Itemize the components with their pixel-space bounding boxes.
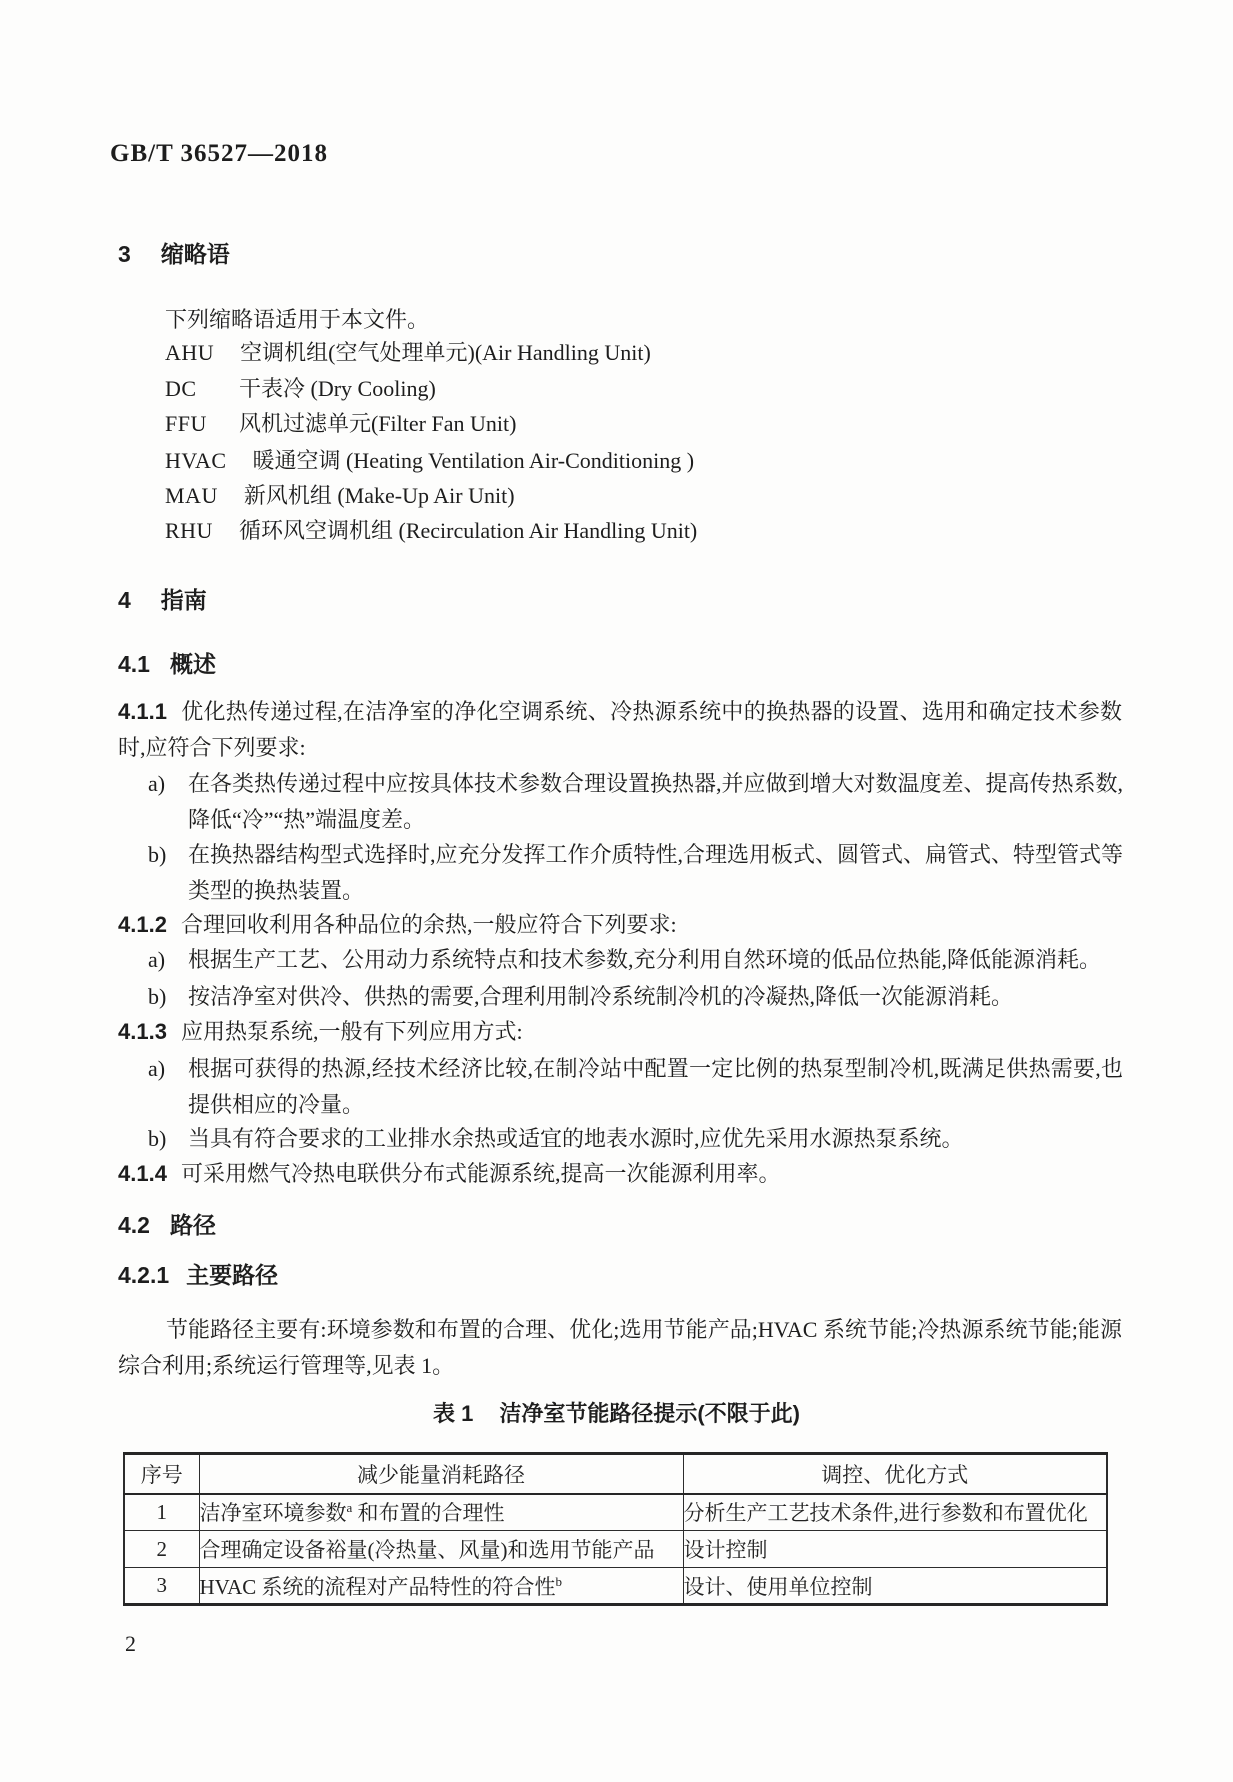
table-row: [124, 1494, 1107, 1531]
section-4-1-heading: [118, 646, 216, 679]
abbreviation-term: HVAC: [165, 448, 227, 473]
table-row: [124, 1568, 1107, 1605]
clause-number: 4.1.4: [118, 1161, 167, 1186]
section-4-title: 指南: [160, 587, 207, 613]
section-4-1-number: 4.1: [118, 651, 150, 677]
section-3-title: 缩略语: [160, 241, 230, 267]
cell-method: 设计控制: [683, 1531, 1107, 1568]
section-4-2-1-number: 4.2.1: [118, 1262, 170, 1288]
section-4-2-number: 4.2: [118, 1212, 150, 1238]
abbreviation-term: FFU: [165, 411, 207, 436]
cell-method: 分析生产工艺技术条件,进行参数和布置优化: [683, 1494, 1107, 1531]
abbreviation-term: RHU: [165, 518, 213, 543]
clause-4-1-2-item-b: [148, 979, 1123, 1015]
list-item-text: 按洁净室对供冷、供热的需要,合理利用制冷系统制冷机的冷凝热,降低一次能源消耗。: [188, 984, 1014, 1009]
list-item-text: 根据生产工艺、公用动力系统特点和技术参数,充分利用自然环境的低品位热能,降低能源消耗。: [188, 947, 1102, 972]
abbreviation-definition: 空调机组(空气处理单元)(Air Handling Unit): [240, 340, 651, 365]
clause-4-1-1-item-a: [148, 766, 1123, 837]
cell-method: 设计、使用单位控制: [683, 1568, 1107, 1605]
abbreviation-term: MAU: [165, 483, 218, 508]
cell-no: 3: [124, 1568, 199, 1605]
abbreviation-item: [165, 514, 697, 545]
clause-4-1-3: [118, 1014, 1122, 1050]
abbreviation-definition: 循环风空调机组 (Recirculation Air Handling Unit): [239, 518, 698, 543]
table-1: [123, 1452, 1108, 1606]
list-item-label: a): [148, 1056, 166, 1081]
list-item-text: 在各类热传递过程中应按具体技术参数合理设置换热器,并应做到增大对数温度差、提高传热系数,降低“冷”“热”端温度差。: [188, 771, 1124, 832]
abbreviation-item: [165, 372, 436, 403]
clause-4-1-2-item-a: [148, 942, 1123, 978]
table-row: [124, 1531, 1107, 1568]
section-4-2-title: 路径: [169, 1212, 216, 1238]
section-3-heading: [118, 236, 230, 269]
section-4-2-1-heading: [118, 1257, 278, 1290]
col-header-path: 减少能量消耗路径: [199, 1454, 683, 1494]
cell-path: [199, 1531, 683, 1568]
cell-path: [199, 1494, 683, 1531]
abbreviation-definition: 风机过滤单元(Filter Fan Unit): [239, 411, 517, 436]
list-item-text: 当具有符合要求的工业排水余热或适宜的地表水源时,应优先采用水源热泵系统。: [188, 1126, 964, 1151]
section-4-2-1-title: 主要路径: [186, 1262, 279, 1288]
table-caption-title: 洁净室节能路径提示(不限于此): [499, 1401, 800, 1426]
list-item-label: a): [148, 771, 166, 796]
abbreviation-item: [165, 479, 515, 510]
list-item-label: b): [148, 1126, 167, 1151]
list-item-text: 根据可获得的热源,经技术经济比较,在制冷站中配置一定比例的热泵型制冷机,既满足供热需要,也提供相应的冷量。: [188, 1056, 1123, 1117]
abbreviation-definition: 干表冷 (Dry Cooling): [239, 376, 436, 401]
clause-text: 应用热泵系统,一般有下列应用方式:: [180, 1019, 523, 1044]
doc-code: GB/T 36527—2018: [110, 140, 329, 167]
clause-4-1-2: [118, 907, 1122, 943]
abbreviation-intro: 下列缩略语适用于本文件。: [165, 307, 430, 332]
clause-4-1-3-item-a: [148, 1051, 1123, 1122]
cell-path-text: 洁净室环境参数: [199, 1501, 347, 1526]
clause-text: 合理回收利用各种品位的余热,一般应符合下列要求:: [180, 912, 677, 937]
abbreviation-item: [165, 407, 516, 438]
cell-path-rest: 和布置的合理性: [352, 1501, 505, 1526]
col-header-no: 序号: [124, 1454, 199, 1494]
section-3-number: 3: [118, 241, 131, 267]
list-item-text: 在换热器结构型式选择时,应充分发挥工作介质特性,合理选用板式、圆管式、扁管式、特型管式等类型的换热装置。: [188, 842, 1124, 903]
page-number: 2: [125, 1631, 136, 1656]
cell-no: 1: [124, 1494, 199, 1531]
section-4-number: 4: [118, 587, 131, 613]
clause-text: 优化热传递过程,在洁净室的净化空调系统、冷热源系统中的换热器的设置、选用和确定技术参数时,应符合下列要求:: [118, 699, 1122, 760]
section-4-1-title: 概述: [169, 651, 216, 677]
col-header-method: 调控、优化方式: [683, 1454, 1107, 1494]
footnote-marker: b: [555, 1573, 563, 1589]
clause-number: 4.1.1: [118, 699, 167, 724]
table-header-row: [124, 1454, 1107, 1494]
clause-4-2-1-paragraph: 节能路径主要有:环境参数和布置的合理、优化;选用节能产品;HVAC 系统节能;冷热源系统节能;能源综合利用;系统运行管理等,见表 1。: [118, 1317, 1122, 1378]
cell-path: [199, 1568, 683, 1605]
abbreviation-term: DC: [165, 376, 197, 401]
clause-4-1-3-item-b: [148, 1121, 1123, 1157]
abbreviation-term: AHU: [165, 340, 215, 365]
table-1-caption: [0, 1397, 1233, 1428]
clause-4-1-1-item-b: [148, 837, 1123, 908]
abbreviation-item: [165, 336, 651, 367]
clause-4-1-1: [118, 694, 1122, 765]
cell-path-text: 合理确定设备裕量(冷热量、风量)和选用节能产品: [199, 1538, 655, 1562]
clause-number: 4.1.3: [118, 1019, 167, 1044]
clause-4-1-4: [118, 1156, 1122, 1192]
abbreviation-definition: 暖通空调 (Heating Ventilation Air-Conditioning ): [252, 448, 695, 473]
abbreviation-definition: 新风机组 (Make-Up Air Unit): [243, 483, 515, 508]
footnote-marker: a: [346, 1500, 353, 1516]
table-caption-label: 表 1: [432, 1401, 474, 1426]
cell-no: 2: [124, 1531, 199, 1568]
cell-path-text: HVAC 系统的流程对产品特性的符合性: [199, 1574, 556, 1599]
clause-number: 4.1.2: [118, 912, 167, 937]
abbreviation-item: [165, 444, 694, 475]
list-item-label: b): [148, 984, 167, 1009]
list-item-label: a): [148, 947, 166, 972]
clause-text: 可采用燃气冷热电联供分布式能源系统,提高一次能源利用率。: [180, 1161, 781, 1186]
list-item-label: b): [148, 842, 167, 867]
section-4-heading: [118, 582, 207, 615]
section-4-2-heading: [118, 1207, 216, 1240]
